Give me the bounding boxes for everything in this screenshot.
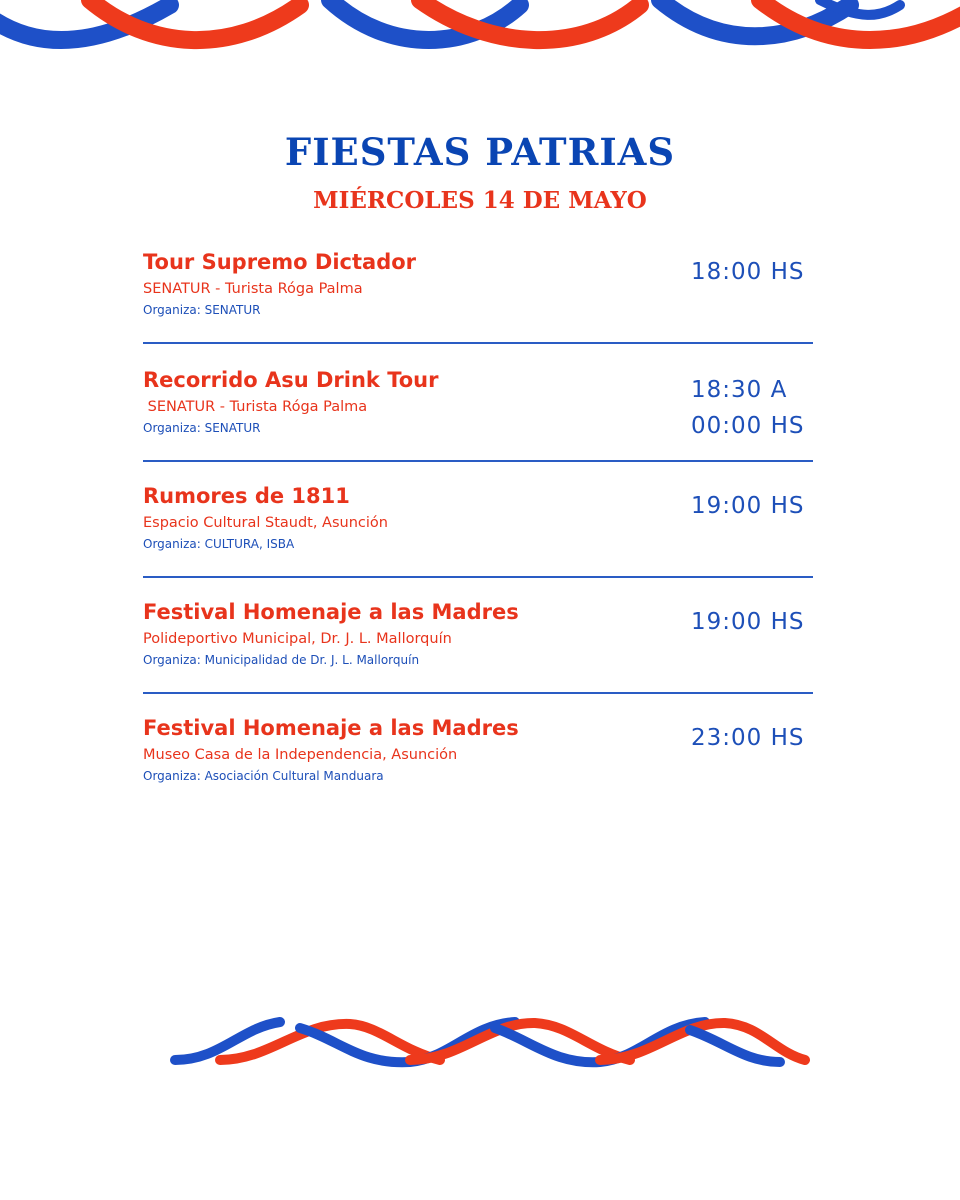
event-title: Tour Supremo Dictador	[143, 250, 417, 274]
event-title: Festival Homenaje a las Madres	[143, 716, 519, 740]
event-title: Recorrido Asu Drink Tour	[143, 368, 439, 392]
page-title: FIESTAS PATRIAS	[284, 130, 676, 174]
event-item	[143, 714, 823, 786]
event-time	[691, 720, 805, 756]
event-title: Festival Homenaje a las Madres	[143, 600, 519, 624]
divider	[143, 576, 813, 578]
event-item	[143, 248, 823, 320]
event-time-line: 23:00 HS	[691, 725, 805, 751]
event-time-line: 00:00 HS	[691, 413, 805, 439]
event-venue: SENATUR - Turista Róga Palma	[143, 281, 363, 297]
divider	[143, 460, 813, 462]
event-organizer: Organiza: SENATUR	[143, 421, 261, 435]
flag-ribbon-top	[0, 0, 960, 60]
divider	[143, 342, 813, 344]
event-time	[691, 254, 805, 290]
event-venue: SENATUR - Turista Róga Palma	[143, 399, 368, 415]
event-time	[691, 604, 805, 640]
event-time-line: 19:00 HS	[691, 493, 805, 519]
event-time	[691, 488, 805, 524]
event-item	[143, 366, 823, 438]
event-organizer: Organiza: CULTURA, ISBA	[143, 537, 295, 551]
event-time-line: 18:30 A	[691, 377, 788, 403]
event-organizer: Organiza: Municipalidad de Dr. J. L. Mallorquín	[143, 653, 420, 667]
event-organizer: Organiza: SENATUR	[143, 303, 261, 317]
event-item	[143, 598, 823, 670]
event-date: MIÉRCOLES 14 DE MAYO	[313, 187, 647, 214]
event-venue: Espacio Cultural Staudt, Asunción	[143, 515, 388, 531]
event-venue: Museo Casa de la Independencia, Asunción	[143, 747, 458, 763]
event-title: Rumores de 1811	[143, 484, 350, 508]
event-organizer: Organiza: Asociación Cultural Manduara	[143, 769, 384, 783]
event-venue: Polideportivo Municipal, Dr. J. L. Mallorquín	[143, 631, 452, 647]
flag-ribbon-bottom	[160, 1010, 820, 1080]
event-item	[143, 482, 823, 554]
event-time	[691, 372, 805, 444]
divider	[143, 692, 813, 694]
event-time-line: 18:00 HS	[691, 259, 805, 285]
page-header	[0, 128, 960, 216]
event-time-line: 19:00 HS	[691, 609, 805, 635]
